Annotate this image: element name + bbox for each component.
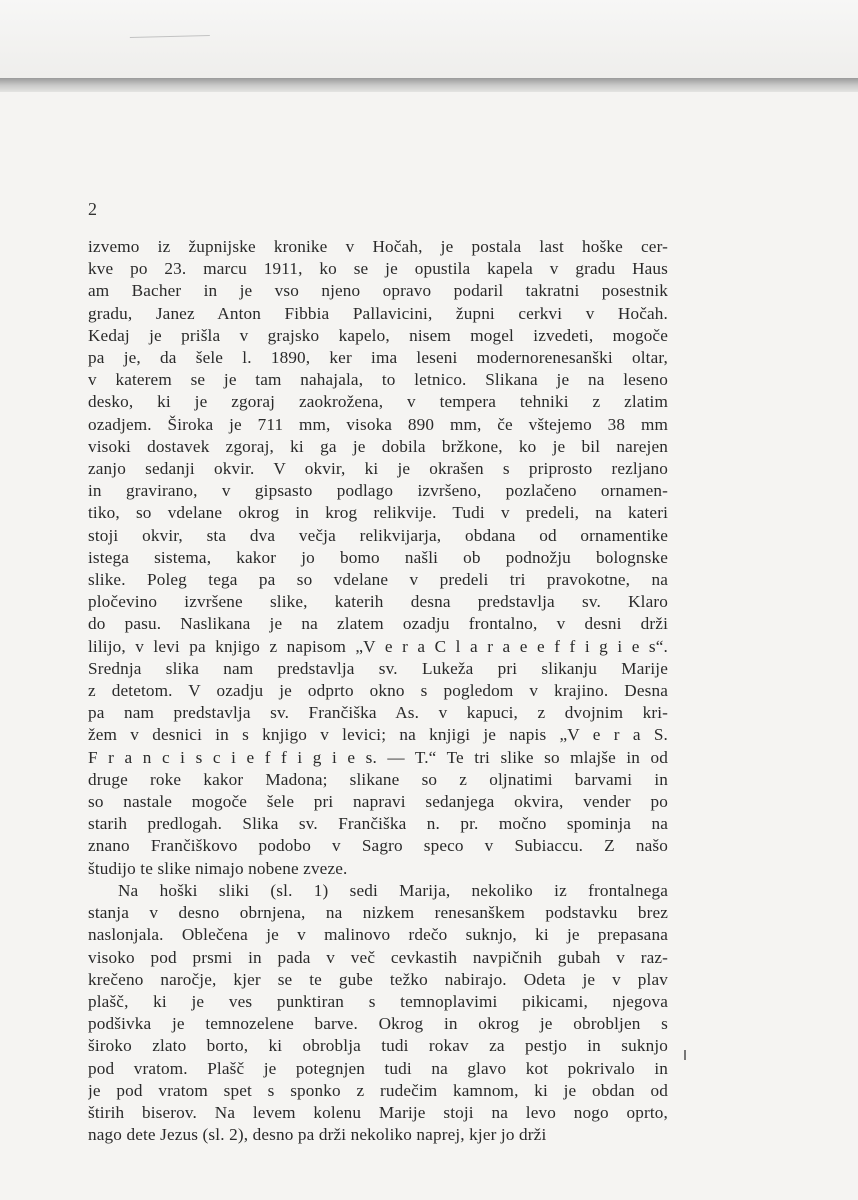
text-line: kve po 23. marcu 1911, ko se je opustila kapela v gradu Haus <box>88 259 668 279</box>
text-line: stanja v desno obrnjena, na nizkem renesanškem podstavku brez <box>88 903 668 923</box>
text-line: je pod vratom spet s sponko z rudečim kamnom, ki je obdan od <box>88 1080 668 1100</box>
text-line: druge roke kakor Madona; slikane so z oljnatimi barvami in <box>88 769 668 789</box>
text-line: visoko pod prsmi in pada v več cevkastih navpičnih gubah v raz- <box>88 947 668 967</box>
text-line: so nastale mogoče šele pri napravi sedanjega okvira, vender po <box>88 792 668 812</box>
text-line: desko, ki je zgoraj zaokrožena, v tempera tehniki z zlatim <box>88 392 668 412</box>
scan-top-margin <box>0 0 858 84</box>
text-line: zanjo sedanji okvir. V okvir, ki je okrašen s priprosto rezljano <box>88 459 668 479</box>
paragraph-2 <box>88 880 668 1146</box>
text-line: ozadjem. Široka je 711 mm, visoka 890 mm, če vštejemo 38 mm <box>88 414 668 434</box>
text-line: nago dete Jezus (sl. 2), desno pa drži nekoliko naprej, kjer jo drži <box>88 1125 547 1145</box>
text-line: pa je, da šele l. 1890, ker ima leseni modernorenesanški oltar, <box>88 348 668 368</box>
body-text <box>88 236 668 1146</box>
text-line: žem v desnici in s knjigo v levici; na knjigi je napis „V e r a S. <box>88 725 668 745</box>
text-line: krečeno naročje, kjer se te gube težko nabirajo. Odeta je v plav <box>88 969 668 989</box>
text-line: pa nam predstavlja sv. Frančiška As. v kapuci, z dvojnim kri- <box>88 703 668 723</box>
text-line: gradu, Janez Anton Fibbia Pallavicini, župni cerkvi v Hočah. <box>88 303 668 323</box>
text-line: Kedaj je prišla v grajsko kapelo, nisem mogel izvedeti, mogoče <box>88 325 668 345</box>
text-line: široko zlato borto, ki obroblja tudi rokav za pestjo in suknjo <box>88 1036 668 1056</box>
text-line: do pasu. Naslikana je na zlatem ozadju frontalno, v desni drži <box>88 614 668 634</box>
text-line: naslonjala. Oblečena je v malinovo rdečo suknjo, ki je prepasana <box>88 925 668 945</box>
scan-edge-mark <box>130 35 210 50</box>
text-line: izvemo iz župnijske kronike v Hočah, je postala last hoške cer- <box>88 237 668 256</box>
text-line: visoki dostavek zgoraj, ki ga je dobila bržkone, ko je bil narejen <box>88 436 668 456</box>
text-line: lilijo, v levi pa knjigo z napisom „V e r a C l a r a e e f f i g i e s“. <box>88 636 668 656</box>
text-line: v katerem se je tam nahajala, to letnico. Slikana je na leseno <box>88 370 668 390</box>
paragraph-1 <box>88 236 668 880</box>
text-line: pod vratom. Plašč je potegnjen tudi na glavo kot pokrivalo in <box>88 1058 668 1078</box>
text-line: in gravirano, v gipsasto podlago izvršeno, pozlačeno ornamen- <box>88 481 668 501</box>
text-line: am Bacher in je vso njeno opravo podaril takratni posestnik <box>88 281 668 301</box>
text-line: Srednja slika nam predstavlja sv. Lukeža pri slikanju Marije <box>88 658 668 678</box>
text-line: tiko, so vdelane okrog in krog relikvije. Tudi v predeli, na kateri <box>88 503 668 523</box>
text-line: slike. Poleg tega pa so vdelane v predeli tri pravokotne, na <box>88 570 668 590</box>
text-line: pločevino izvršene slike, katerih desna predstavlja sv. Klaro <box>88 592 668 612</box>
margin-mark <box>684 1050 686 1060</box>
page-number: 2 <box>88 199 97 219</box>
text-line: stoji okvir, sta dva večja relikvijarja, obdana od ornamentike <box>88 525 668 545</box>
text-line: starih predlogah. Slika sv. Frančiška n. pr. močno spominja na <box>88 814 668 834</box>
text-line: plašč, ki je ves punktiran s temnoplavimi pikicami, njegova <box>88 991 668 1011</box>
text-line: F r a n c i s c i e f f i g i e s. — T.“ Te tri slike so mlajše in od <box>88 747 668 767</box>
text-line: Na hoški sliki (sl. 1) sedi Marija, nekoliko iz frontalnega <box>118 880 668 900</box>
text-line: znano Frančiškovo podobo v Sagro speco v Subiaccu. Z našo <box>88 836 668 856</box>
text-line: štirih biserov. Na levem kolenu Marije stoji na levo nogo oprto, <box>88 1102 668 1122</box>
text-line: podšivka je temnozelene barve. Okrog in okrog je obrobljen s <box>88 1014 668 1034</box>
text-line: istega sistema, kakor jo bomo našli ob podnožju bolognske <box>88 547 668 567</box>
text-line: študijo te slike nimajo nobene zveze. <box>88 858 348 878</box>
text-line: z detetom. V ozadju je odprto okno s pogledom v krajino. Desna <box>88 681 668 701</box>
